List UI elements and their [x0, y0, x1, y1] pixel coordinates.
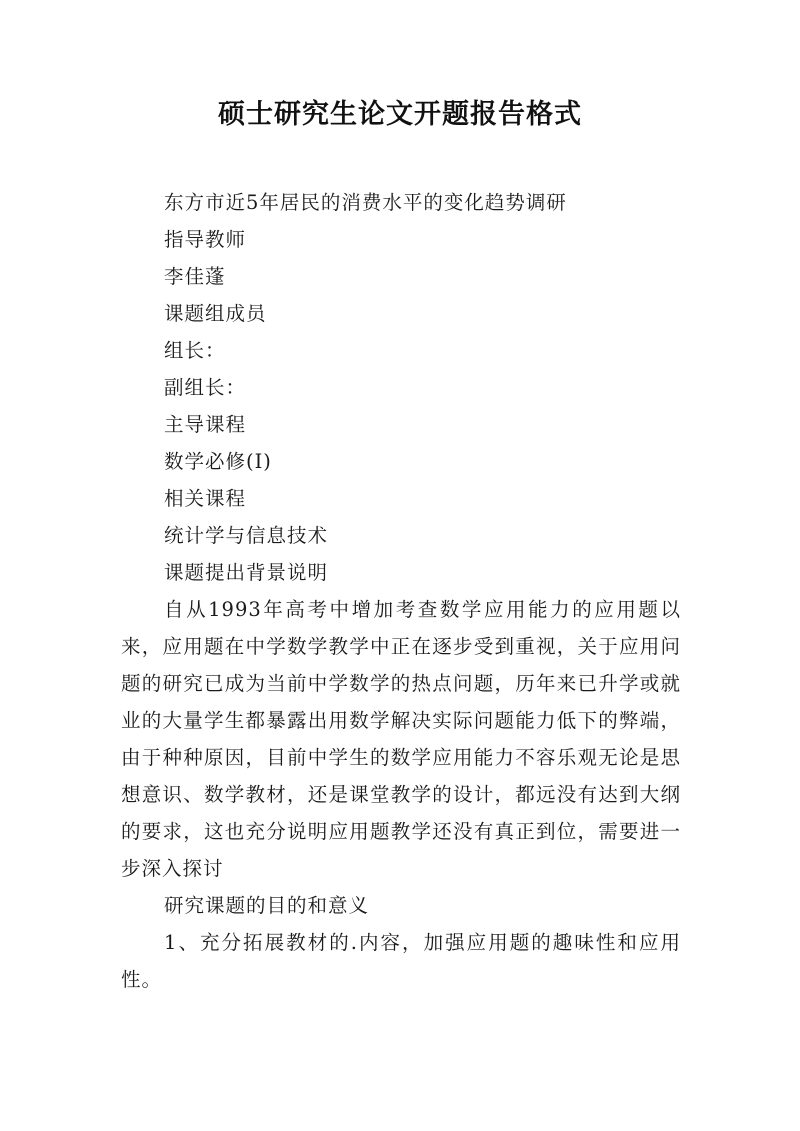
leader-label: 组长：	[164, 339, 226, 362]
related-course-label: 相关课程	[164, 487, 247, 510]
main-course-label: 主导课程	[164, 413, 247, 436]
advisor-name: 李佳蓬	[164, 265, 226, 288]
related-course-value: 统计学与信息技术	[164, 524, 329, 547]
deputy-leader-label: 副组长：	[164, 376, 247, 399]
document-title: 硕士研究生论文开题报告格式	[218, 99, 582, 130]
background-paragraph: 自从1993年高考中增加考查数学应用能力的应用题以来，应用题在中学数学教学中正在逐步受到重视，关于应用问题的研究已成为当前中学数学的热点问题，历年来已升学或就业的大量学生都暴露出用数学解决实际问题能力低下的弊端，由于种种原因，目前中学生的数学应用能力不容乐观无论是思想意识、数学教材，还是课堂教学的设计，都远没有达到大纲的要求，这也充分说明应用题教学还没有真正到位，需要进一步深入探讨	[121, 598, 681, 880]
members-label: 课题组成员	[164, 302, 267, 325]
purpose-heading: 研究课题的目的和意义	[164, 894, 370, 917]
document-body	[121, 184, 681, 998]
project-title: 东方市近5年居民的消费水平的变化趋势调研	[164, 191, 567, 214]
background-heading: 课题提出背景说明	[164, 561, 329, 584]
main-course-value: 数学必修(I)	[164, 450, 272, 473]
advisor-label: 指导教师	[164, 228, 247, 251]
purpose-item-1: 1、充分拓展教材的.内容，加强应用题的趣味性和应用性。	[121, 931, 681, 991]
